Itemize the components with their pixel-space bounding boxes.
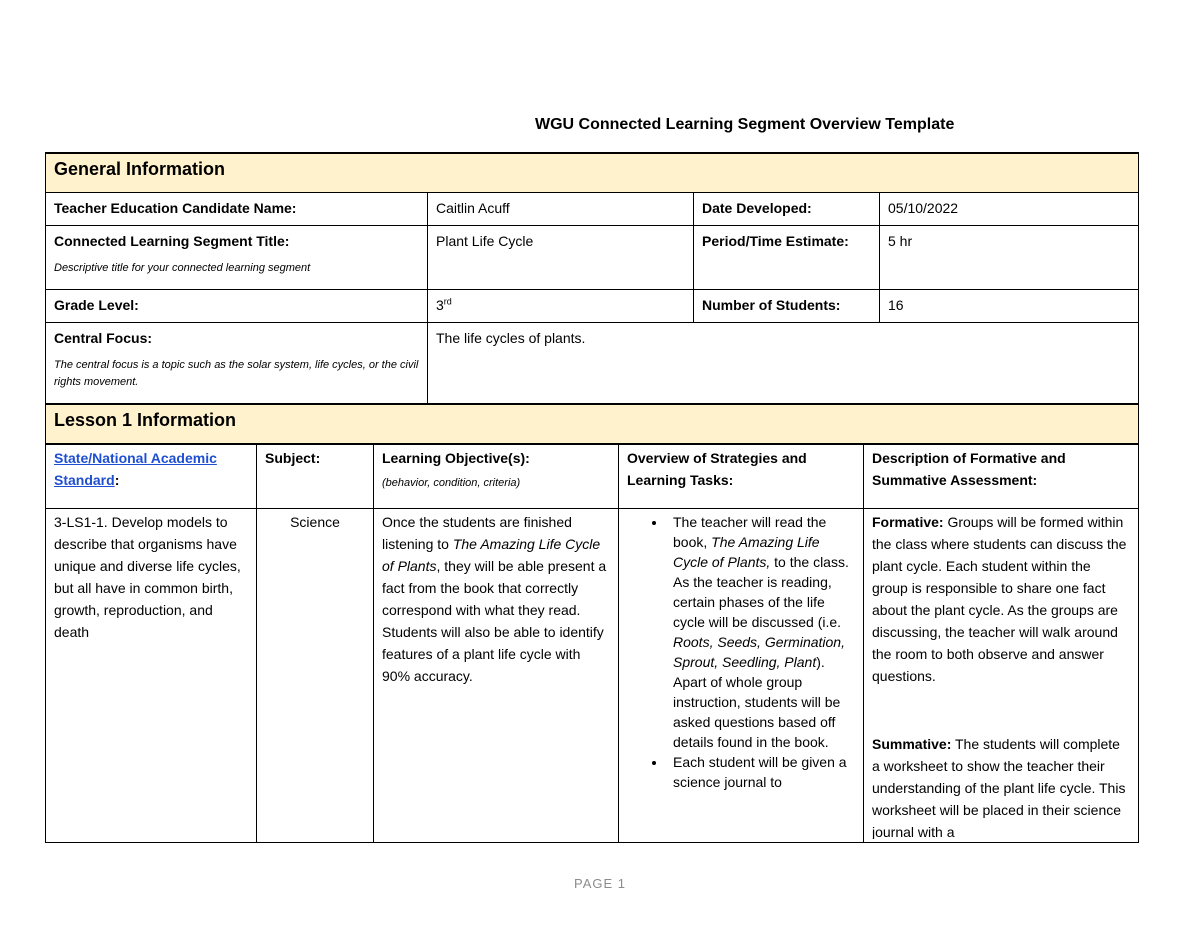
lesson-1-content-row [46,508,1139,842]
task-1-part-b: to the class. As the teacher is reading, certain phases of the life cycle will be discussed (i.e. [673,553,849,630]
formative-text: Groups will be formed within the class where students can discuss the plant cycle. Each student within the group is responsible to share one fact about the plant cycle. As the groups are discussing, the teacher will walk around the room to both observe and answer questions. [872,513,1127,684]
number-of-students-value: 16 [880,290,1139,323]
grade-level-label: Grade Level: [46,290,428,323]
grade-level-cell [428,290,694,323]
period-estimate-value: 5 hr [880,226,1139,290]
objective-book-title: The Amazing Life Cycle of Plants [382,535,601,574]
subject-header: Subject: [257,444,374,508]
segment-title-label: Connected Learning Segment Title: [54,233,290,249]
task-item-2: • Each student will be given a science journal to [667,752,855,792]
general-information-header-row [46,153,1139,193]
task-1-phases: Roots, Seeds, Germination, Sprout, Seedling, Plant [673,633,845,670]
central-focus-label: Central Focus: [54,330,153,346]
objective-text-part-a: Once the students are finished listening to [382,513,572,552]
standard-link[interactable]: State/National Academic Standard [54,450,217,488]
central-focus-row [46,323,1139,404]
task-1-part-a: The teacher will read the book, [673,513,827,550]
grade-row [46,290,1139,323]
objective-text [374,508,619,842]
number-of-students-label: Number of Students: [694,290,880,323]
task-item-1 [667,512,855,752]
general-information-table [45,152,1138,404]
standard-text: 3-LS1-1. Develop models to describe that organisms have unique and diverse life cycles, but all have in common birth, growth, reproduction, and death [46,508,257,842]
task-1-book-title: The Amazing Life Cycle of Plants, [673,533,820,570]
standard-colon: : [114,472,120,488]
summative-label: Summative: [872,735,952,752]
date-developed-label: Date Developed: [694,193,880,226]
period-estimate-label: Period/Time Estimate: [694,226,880,290]
document-title: WGU Connected Learning Segment Overview Template [535,116,955,133]
candidate-name-label: Teacher Education Candidate Name: [46,193,428,226]
summative-assessment [872,733,1130,839]
assessment-text [864,508,1139,842]
central-focus-value: The life cycles of plants. [428,323,1139,404]
candidate-row [46,193,1139,226]
central-focus-hint: The central focus is a topic such as the solar system, life cycles, or the civil rights movement. [54,359,419,388]
candidate-name-value: Caitlin Acuff [428,193,694,226]
lesson-1-heading: Lesson 1 Information [46,405,1139,445]
assessment-header: Description of Formative and Summative Assessment: [864,444,1139,508]
formative-label: Formative: [872,513,944,530]
lesson-1-header-row [46,405,1139,445]
task-1-part-c: ). Apart of whole group instruction, students will be asked questions based off details found in the book. [673,653,841,750]
segment-title-row [46,226,1139,290]
summative-text: The students will complete a worksheet to show the teacher their understanding of the plant life cycle. This worksheet will be placed in their science journal with a [872,735,1126,839]
grade-level-value: 3 [436,297,444,313]
segment-title-value: Plant Life Cycle [428,226,694,290]
strategies-text [619,508,864,842]
general-information-heading: General Information [46,153,1139,193]
subject-text: Science [257,508,374,842]
lesson-1-column-header-row [46,444,1139,508]
formative-assessment [872,511,1130,687]
strategies-header: Overview of Strategies and Learning Tasks: [619,444,864,508]
lesson-1-table [45,404,1138,843]
objective-header: Learning Objective(s): [382,450,530,466]
objective-text-part-b: , they will be able present a fact from the book that correctly correspond with what they read. Students will also be able to identify features of a plant life cycle with 90% accuracy. [382,557,607,684]
page-number-footer: PAGE 1 [573,876,626,891]
grade-level-suffix: rd [443,296,452,307]
objective-hint: (behavior, condition, criteria) [382,477,521,489]
date-developed-value: 05/10/2022 [880,193,1139,226]
segment-title-hint: Descriptive title for your connected learning segment [54,262,311,274]
